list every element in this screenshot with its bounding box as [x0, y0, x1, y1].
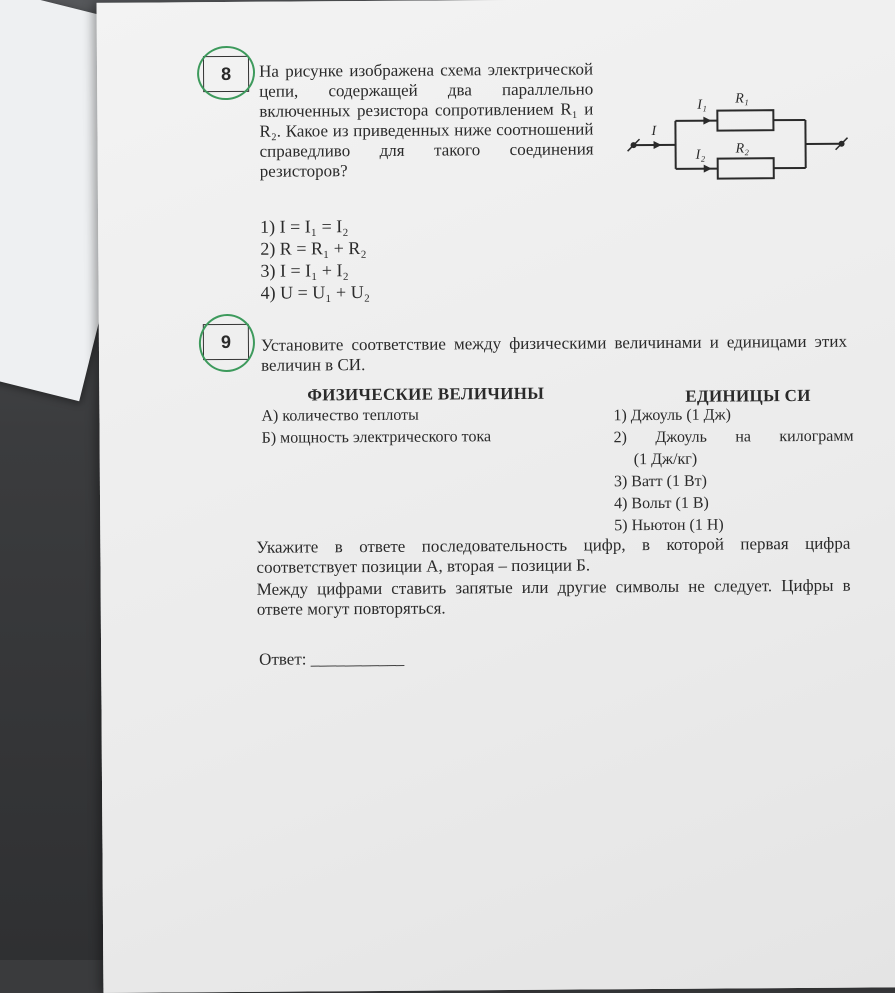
q9-right-header: ЕДИНИЦЫ СИ	[685, 386, 811, 407]
q9-question-text: Установите соответствие между физическими величинами и единицами этих величин в СИ.	[261, 332, 847, 376]
q8-option-4: 4) U = U₁ + U₂	[261, 281, 371, 304]
q9-unit-3: 3) Ватт (1 Вт)	[614, 470, 854, 494]
q9-right-column	[613, 404, 854, 538]
q9-unit-5: 5) Ньютон (1 Н)	[614, 514, 854, 538]
q8-option-1: 1) I = I₁ = I₂	[260, 215, 370, 238]
q9-left-header: ФИЗИЧЕСКИЕ ВЕЛИЧИНЫ	[307, 384, 544, 406]
q9-unit-1: 1) Джоуль (1 Дж)	[613, 404, 853, 428]
q9-item-b: Б) мощность электрического тока	[262, 426, 492, 450]
q9-item-a: А) количество теплоты	[261, 404, 491, 428]
arrow-i2	[704, 165, 712, 173]
test-page	[97, 0, 895, 993]
resistor-r1	[717, 110, 773, 130]
label-i1: I₁	[696, 98, 707, 113]
q8-option-2: 2) R = R₁ + R₂	[260, 237, 370, 260]
q9-number-box: 9	[203, 324, 249, 360]
q9-hand-circle	[194, 310, 259, 377]
q9-answer-line: Ответ: ___________	[259, 649, 404, 670]
label-r1: R₁	[734, 91, 749, 106]
arrow-i1	[703, 117, 711, 125]
label-i2: I₂	[695, 148, 706, 163]
q9-left-column	[261, 404, 491, 450]
q8-hand-circle	[193, 42, 258, 104]
q9-instruction-1: Укажите в ответе последовательность цифр, в которой первая цифра соответствует позиции А, вторая – позиции Б.	[256, 534, 850, 578]
q8-options	[260, 215, 370, 304]
label-i: I	[650, 124, 657, 139]
q9-unit-4: 4) Вольт (1 В)	[614, 492, 854, 516]
q9-unit-2-cont: (1 Дж/кг)	[614, 448, 854, 472]
q9-instruction-2: Между цифрами ставить запятые или другие символы не следует. Цифры в ответе могут повторяться.	[257, 576, 851, 620]
q8-number-box: 8	[203, 56, 249, 92]
arrow-i	[654, 141, 662, 149]
q8-question-text: На рисунке изображена схема электрической цепи, содержащей два параллельно включенных резистора сопротивлением R₁ и R₂. Какое из приведенных ниже соотношений справедливо для такого соединения резисторов?	[259, 59, 594, 181]
label-r2: R₂	[735, 141, 750, 156]
q8-option-3: 3) I = I₁ + I₂	[260, 259, 370, 282]
q9-unit-2: 2) Джоуль на килограмм	[614, 426, 854, 450]
resistor-r2	[718, 158, 774, 178]
parallel-circuit-diagram	[623, 78, 854, 190]
